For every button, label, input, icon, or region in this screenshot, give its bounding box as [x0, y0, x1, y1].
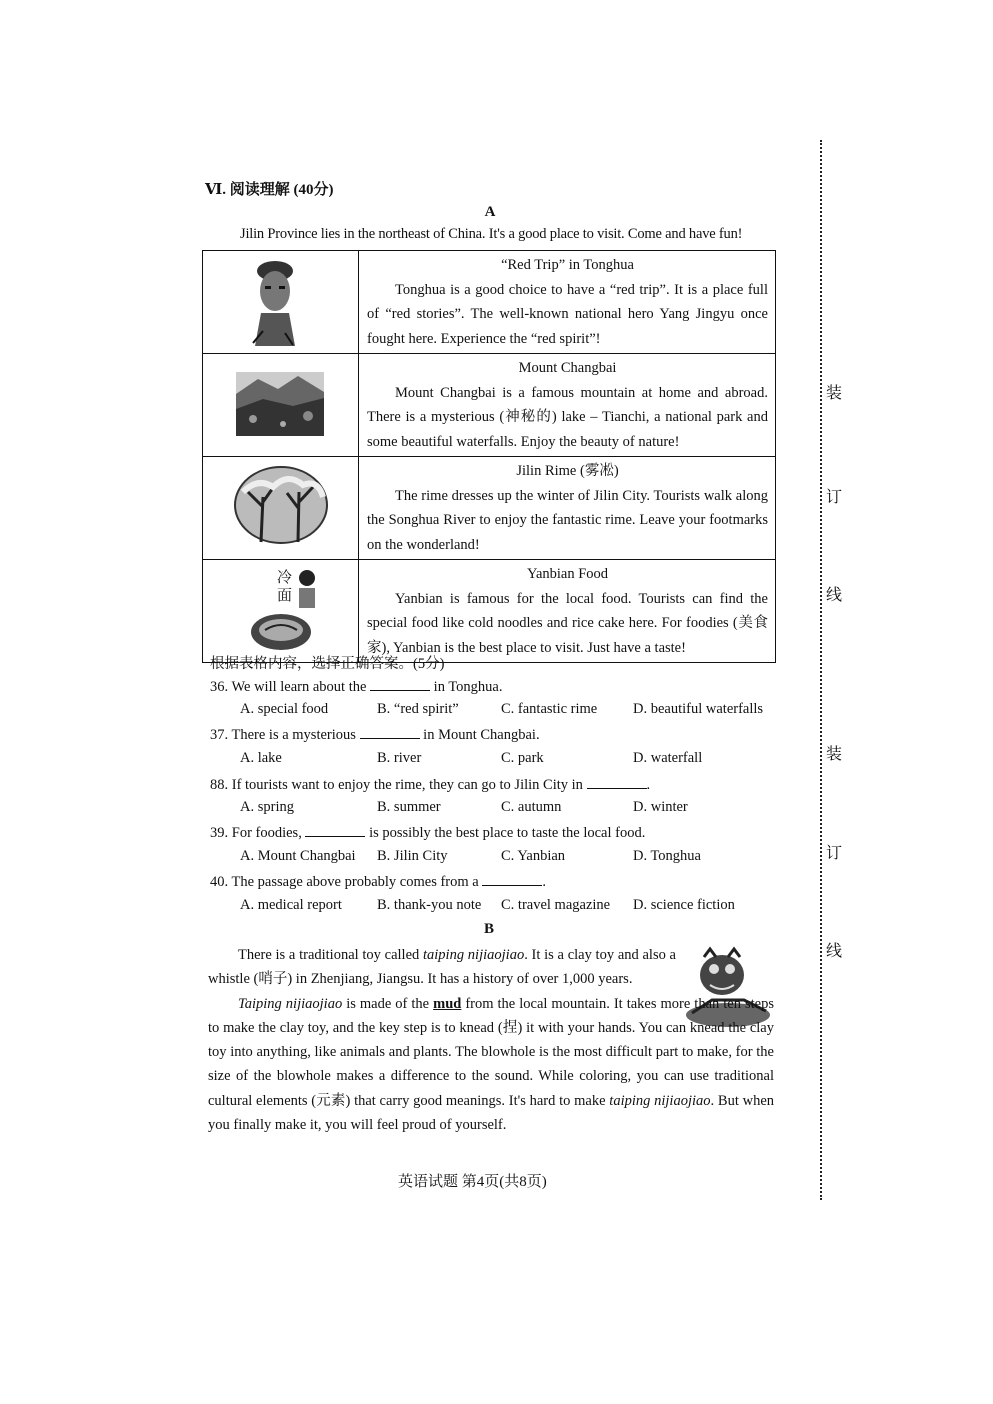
question-37	[210, 725, 540, 744]
option-a[interactable]: A. spring	[240, 799, 294, 815]
row-title: “Red Trip” in Tonghua	[501, 257, 634, 273]
option-a[interactable]: A. lake	[240, 750, 282, 766]
option-c[interactable]: C. park	[501, 750, 544, 766]
table-row	[203, 560, 776, 663]
option-d[interactable]: D. winter	[633, 799, 688, 815]
answer-blank[interactable]	[370, 677, 430, 691]
answer-blank[interactable]	[360, 725, 420, 739]
question-text: 36. We will learn about the	[210, 679, 367, 695]
question-38	[210, 775, 650, 794]
option-c[interactable]: C. autumn	[501, 799, 562, 815]
portrait-image	[203, 251, 359, 354]
option-a[interactable]: A. medical report	[240, 897, 342, 913]
food-image	[203, 560, 359, 663]
question-39	[210, 823, 645, 842]
option-c[interactable]: C. travel magazine	[501, 897, 611, 913]
binding-label: 订	[826, 845, 843, 862]
option-b[interactable]: B. “red spirit”	[377, 701, 459, 717]
row-title: Yanbian Food	[526, 566, 609, 582]
binding-label: 装	[826, 746, 843, 763]
question-36	[210, 677, 502, 696]
question-text: in Tonghua.	[433, 679, 503, 695]
answer-blank[interactable]	[305, 823, 365, 837]
question-text: 37. There is a mysterious	[210, 727, 356, 743]
option-a[interactable]: A. Mount Changbai	[240, 848, 356, 864]
row-body: Yanbian is famous for the local food. Tourists can find the special food like cold noodles and rice cake here. For foodies (美食家), Yanbian is the best place to visit. Just have a taste!	[367, 590, 768, 656]
underlined-word-mud: mud	[433, 995, 462, 1012]
question-text: in Mount Changbai.	[423, 727, 540, 743]
option-d[interactable]: D. waterfall	[633, 750, 703, 766]
option-b[interactable]: B. river	[377, 750, 422, 766]
binding-label: 线	[826, 587, 843, 604]
question-text: 40. The passage above probably comes from a	[210, 874, 479, 890]
option-b[interactable]: B. Jilin City	[377, 848, 448, 864]
binding-label: 线	[826, 943, 843, 960]
option-d[interactable]: D. Tonghua	[633, 848, 701, 864]
section-title: Ⅵ. 阅读理解 (40分)	[205, 182, 334, 198]
question-40	[210, 872, 546, 891]
option-a[interactable]: A. special food	[240, 701, 329, 717]
table-row	[203, 354, 776, 457]
svg-text:冷: 冷	[277, 568, 293, 586]
row-body: The rime dresses up the winter of Jilin City. Tourists walk along the Songhua River to enjoy the fantastic rime. Leave your footmarks on the wonderland!	[367, 487, 768, 553]
part-b-passage	[208, 943, 774, 1137]
table-row	[203, 457, 776, 560]
option-d[interactable]: D. science fiction	[633, 897, 735, 913]
option-d[interactable]: D. beautiful waterfalls	[633, 701, 764, 717]
row-body: Tonghua is a good choice to have a “red trip”. It is a place full of “red stories”. The well-known national hero Yang Jingyu once fought here. Experience the “red spirit”!	[367, 281, 768, 347]
mountain-image	[203, 354, 359, 457]
part-b-label: B	[483, 921, 494, 937]
passage-paragraph: There is a traditional toy called taiping nijiaojiao. It is a clay toy and also a whistle (哨子) in Zhenjiang, Jiangsu. It has a history of over 1,000 years.	[208, 947, 676, 988]
part-a-intro: Jilin Province lies in the northeast of China. It's a good place to visit. Come and have fun!	[240, 226, 743, 242]
part-a-label: A	[484, 204, 496, 220]
binding-label: 装	[826, 385, 843, 402]
answer-blank[interactable]	[482, 872, 542, 886]
rime-tree-image	[203, 457, 359, 560]
svg-text:面: 面	[277, 586, 293, 604]
question-text: 39. For foodies,	[210, 825, 302, 841]
binding-dotted-line	[820, 140, 822, 1200]
travel-guide-table	[202, 250, 776, 663]
question-text: .	[646, 777, 651, 793]
option-c[interactable]: C. fantastic rime	[501, 701, 598, 717]
option-c[interactable]: C. Yanbian	[501, 848, 566, 864]
table-row	[203, 251, 776, 354]
row-title: Jilin Rime (雾凇)	[516, 463, 619, 479]
option-b[interactable]: B. summer	[377, 799, 441, 815]
question-text: 88. If tourists want to enjoy the rime, they can go to Jilin City in	[210, 777, 583, 793]
binding-label: 订	[826, 489, 843, 506]
passage-paragraph: Taiping nijiaojiao is made of the mud from the local mountain. It takes more than ten steps to make the clay toy, and the key step is to knead (捏) it with your hands. You can knead the clay toy into anything, like animals and plants. The blowhole is the most difficult part to make, for the size of the blowhole makes a difference to the sound. While coloring, you can use traditional cultural elements (元素) that carry good meanings. It's hard to make taiping nijiaojiao. But when you finally make it, you will feel proud of yourself.	[208, 995, 775, 1134]
question-text: is possibly the best place to taste the local food.	[369, 825, 646, 841]
page-footer: 英语试题 第4页(共8页)	[398, 1174, 547, 1190]
answer-blank[interactable]	[587, 775, 647, 789]
row-title: Mount Changbai	[518, 360, 617, 376]
option-b[interactable]: B. thank-you note	[377, 897, 482, 913]
question-instruction: 根据表格内容，选择正确答案。(5分)	[210, 656, 445, 672]
question-text: .	[542, 874, 546, 890]
row-body: Mount Changbai is a famous mountain at home and abroad. There is a mysterious (神秘的) lake – Tianchi, a national park and some beautiful waterfalls. Enjoy the beauty of nature!	[367, 384, 768, 450]
